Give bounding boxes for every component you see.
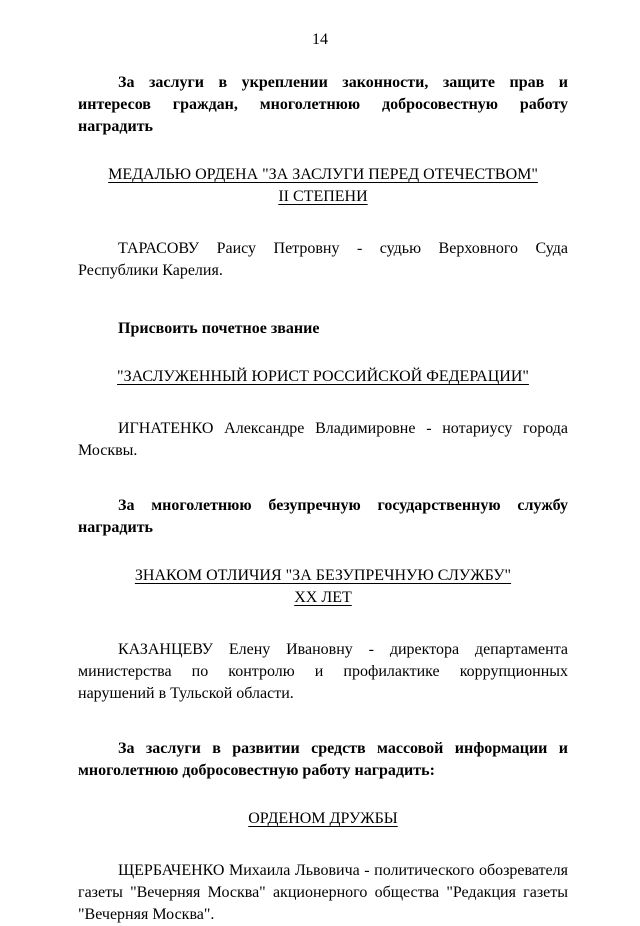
award-title-line: XX ЛЕТ bbox=[294, 589, 352, 606]
award-title bbox=[78, 366, 568, 388]
recipient-text: ТАРАСОВУ Раису Петровну - судью Верховного Суда Республики Карелия. bbox=[78, 240, 568, 279]
document-body bbox=[78, 72, 568, 926]
award-title-line: ЗНАКОМ ОТЛИЧИЯ "ЗА БЕЗУПРЕЧНУЮ СЛУЖБУ" bbox=[134, 567, 512, 584]
recipient-text: КАЗАНЦЕВУ Елену Ивановну - директора департамента министерства по контролю и профилактике коррупционных нарушений в Тульской области. bbox=[78, 641, 568, 702]
section-intro: За многолетнюю безупречную государственную службу наградить bbox=[78, 497, 568, 536]
award-title bbox=[78, 164, 568, 208]
section-intro: За заслуги в развитии средств массовой информации и многолетнюю добросовестную работу наградить: bbox=[78, 740, 568, 779]
award-title bbox=[78, 565, 568, 609]
section-intro: Присвоить почетное звание bbox=[118, 320, 320, 337]
recipient-text: ИГНАТЕНКО Александре Владимировне - нотариусу города Москвы. bbox=[78, 420, 568, 459]
section-intro: За заслуги в укреплении законности, защите прав и интересов граждан, многолетнюю добросовестную работу наградить bbox=[78, 74, 568, 135]
award-title-line: II СТЕПЕНИ bbox=[278, 188, 368, 205]
award-title-line: "ЗАСЛУЖЕННЫЙ ЮРИСТ РОССИЙСКОЙ ФЕДЕРАЦИИ" bbox=[117, 368, 529, 385]
recipient-text: ЩЕРБАЧЕНКО Михаила Львовича - политического обозревателя газеты "Вечерняя Москва" акционерного общества "Редакция газеты "Вечерняя Москва". bbox=[78, 862, 568, 923]
page-number: 14 bbox=[312, 31, 328, 48]
award-title bbox=[78, 808, 568, 830]
award-title-line: ОРДЕНОМ ДРУЖБЫ bbox=[248, 810, 398, 827]
award-title-line: МЕДАЛЬЮ ОРДЕНА "ЗА ЗАСЛУГИ ПЕРЕД ОТЕЧЕСТВОМ" bbox=[108, 166, 538, 183]
